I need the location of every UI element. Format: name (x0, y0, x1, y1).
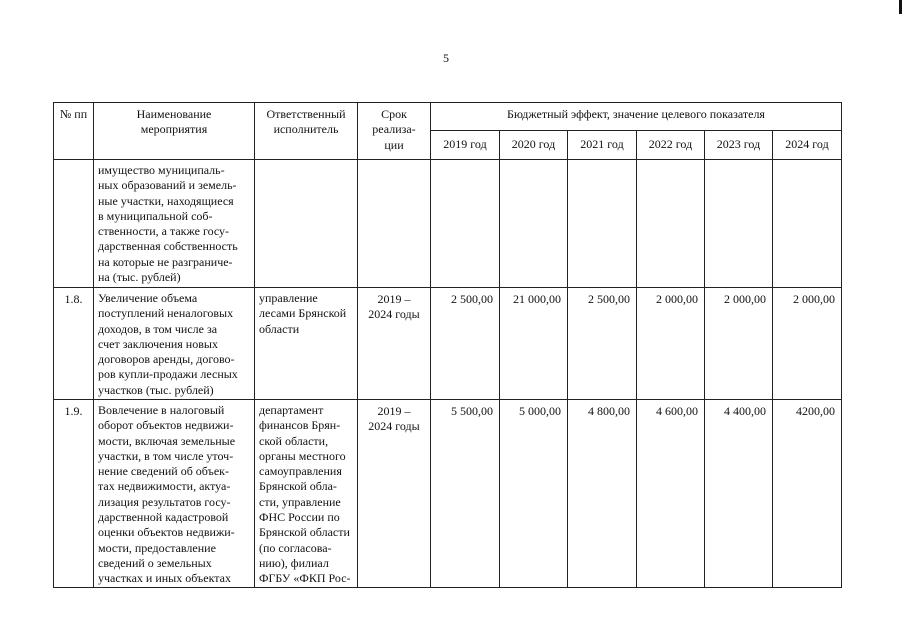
measure-name-line: участки, в том числе уточ- (98, 448, 234, 463)
measure-name-line: Увеличение объема (98, 291, 198, 305)
responsible-line: управление (259, 291, 318, 305)
row-number: 1.9. (54, 400, 94, 588)
year-value: 2 000,00 (773, 288, 842, 400)
term-line: 2024 годы (368, 419, 420, 434)
measure-name-line: доходов, в том числе за (98, 321, 218, 336)
responsible-line: ФНС России по (259, 510, 340, 525)
responsible-executor (255, 288, 358, 400)
header-term-line: Срок (381, 107, 407, 121)
measure-name-line: сведений о земельных (98, 555, 212, 570)
header-num: № пп (54, 103, 94, 160)
year-value: 21 000,00 (500, 288, 568, 400)
measure-name-line: ных образований и земель- (98, 178, 237, 193)
term-line: 2019 – (377, 292, 411, 306)
year-value: 2 000,00 (705, 288, 773, 400)
implementation-term (358, 288, 431, 400)
responsible-line: органы местного (259, 448, 346, 463)
table-body (54, 160, 842, 588)
header-term-line: ции (384, 137, 404, 152)
year-value (637, 160, 705, 288)
measure-name-line: дарственная собственность (98, 239, 238, 254)
header-responsible (255, 103, 358, 160)
responsible-line: самоуправления (259, 464, 342, 479)
responsible-line: области (259, 321, 300, 336)
header-row (54, 103, 842, 131)
responsible-line: департамент (259, 403, 324, 417)
header-name-line: мероприятия (140, 122, 208, 137)
measure-name-line: ров купли-продажи лесных (98, 367, 238, 382)
year-value: 4 600,00 (637, 400, 705, 588)
header-budget: Бюджетный эффект, значение целевого показателя (431, 103, 842, 131)
header-year: 2022 год (637, 131, 705, 160)
row-number (54, 160, 94, 288)
measure-name-line: поступлений неналоговых (98, 306, 234, 321)
measure-name-line: на которые не разграниче- (98, 254, 233, 269)
term-line: 2019 – (377, 404, 411, 418)
responsible-line: лесами Брянской (259, 306, 347, 321)
row-number: 1.8. (54, 288, 94, 400)
implementation-term (358, 160, 431, 288)
responsible-line: ФГБУ «ФКП Рос- (259, 571, 351, 586)
page-number: 5 (443, 51, 449, 65)
year-value (568, 160, 637, 288)
measure-name-line: лизация результатов госу- (98, 494, 231, 509)
header-year: 2020 год (500, 131, 568, 160)
responsible-line: сти, управление (259, 494, 341, 509)
year-value (705, 160, 773, 288)
header-year: 2021 год (568, 131, 637, 160)
measure-name-line: ственности, а также госу- (98, 224, 230, 239)
responsible-executor (255, 160, 358, 288)
measure-name (94, 400, 255, 588)
responsible-line: нию), филиал (259, 555, 329, 570)
implementation-term (358, 400, 431, 588)
year-value: 2 500,00 (568, 288, 637, 400)
measure-name-line: тах недвижимости, актуа- (98, 479, 231, 494)
term-line: 2024 годы (368, 307, 420, 322)
responsible-line: (по согласова- (259, 540, 332, 555)
year-value: 2 000,00 (637, 288, 705, 400)
header-year: 2023 год (705, 131, 773, 160)
table-row (54, 400, 842, 588)
measure-name-line: счет заключения новых (98, 336, 218, 351)
measure-name-line: оборот объектов недвижи- (98, 418, 234, 433)
year-value (431, 160, 500, 288)
table-row (54, 288, 842, 400)
responsible-line: ской области, (259, 433, 329, 448)
measure-name-line: в муниципальной соб- (98, 208, 213, 223)
measure-name-line: участках и иных объектах (98, 571, 231, 586)
scan-edge-mark (899, 0, 902, 14)
measure-name-line: ные участки, находящиеся (98, 193, 234, 208)
header-term (358, 103, 431, 160)
year-value: 5 500,00 (431, 400, 500, 588)
measure-name-line: имущество муниципаль- (98, 163, 225, 177)
header-responsible-line: Ответственный (266, 107, 346, 121)
measure-name-line: договоров аренды, догово- (98, 352, 235, 367)
measure-name (94, 160, 255, 288)
header-year: 2019 год (431, 131, 500, 160)
responsible-line: Брянской области (259, 525, 350, 540)
header-name (94, 103, 255, 160)
measure-name-line: нение сведений об объек- (98, 464, 229, 479)
year-value: 4 800,00 (568, 400, 637, 588)
measure-name-line: Вовлечение в налоговый (98, 403, 225, 417)
header-name-line: Наименование (136, 107, 212, 121)
year-value: 5 000,00 (500, 400, 568, 588)
header-term-line: реализа- (372, 122, 416, 137)
table-row (54, 160, 842, 288)
measure-name-line: мости, предоставление (98, 540, 216, 555)
responsible-executor (255, 400, 358, 588)
measure-name-line: на (тыс. рублей) (98, 270, 181, 285)
measures-table (53, 102, 842, 588)
year-value: 4200,00 (773, 400, 842, 588)
year-value (773, 160, 842, 288)
header-responsible-line: исполнитель (273, 122, 339, 137)
year-value: 4 400,00 (705, 400, 773, 588)
year-value (500, 160, 568, 288)
measure-name (94, 288, 255, 400)
measure-name-line: оценки объектов недвижи- (98, 525, 235, 540)
responsible-line: Брянской обла- (259, 479, 337, 494)
measure-name-line: участков (тыс. рублей) (98, 382, 214, 397)
header-year: 2024 год (773, 131, 842, 160)
measure-name-line: дарственной кадастровой (98, 510, 229, 525)
measure-name-line: мости, включая земельные (98, 433, 236, 448)
year-value: 2 500,00 (431, 288, 500, 400)
responsible-line: финансов Брян- (259, 418, 341, 433)
